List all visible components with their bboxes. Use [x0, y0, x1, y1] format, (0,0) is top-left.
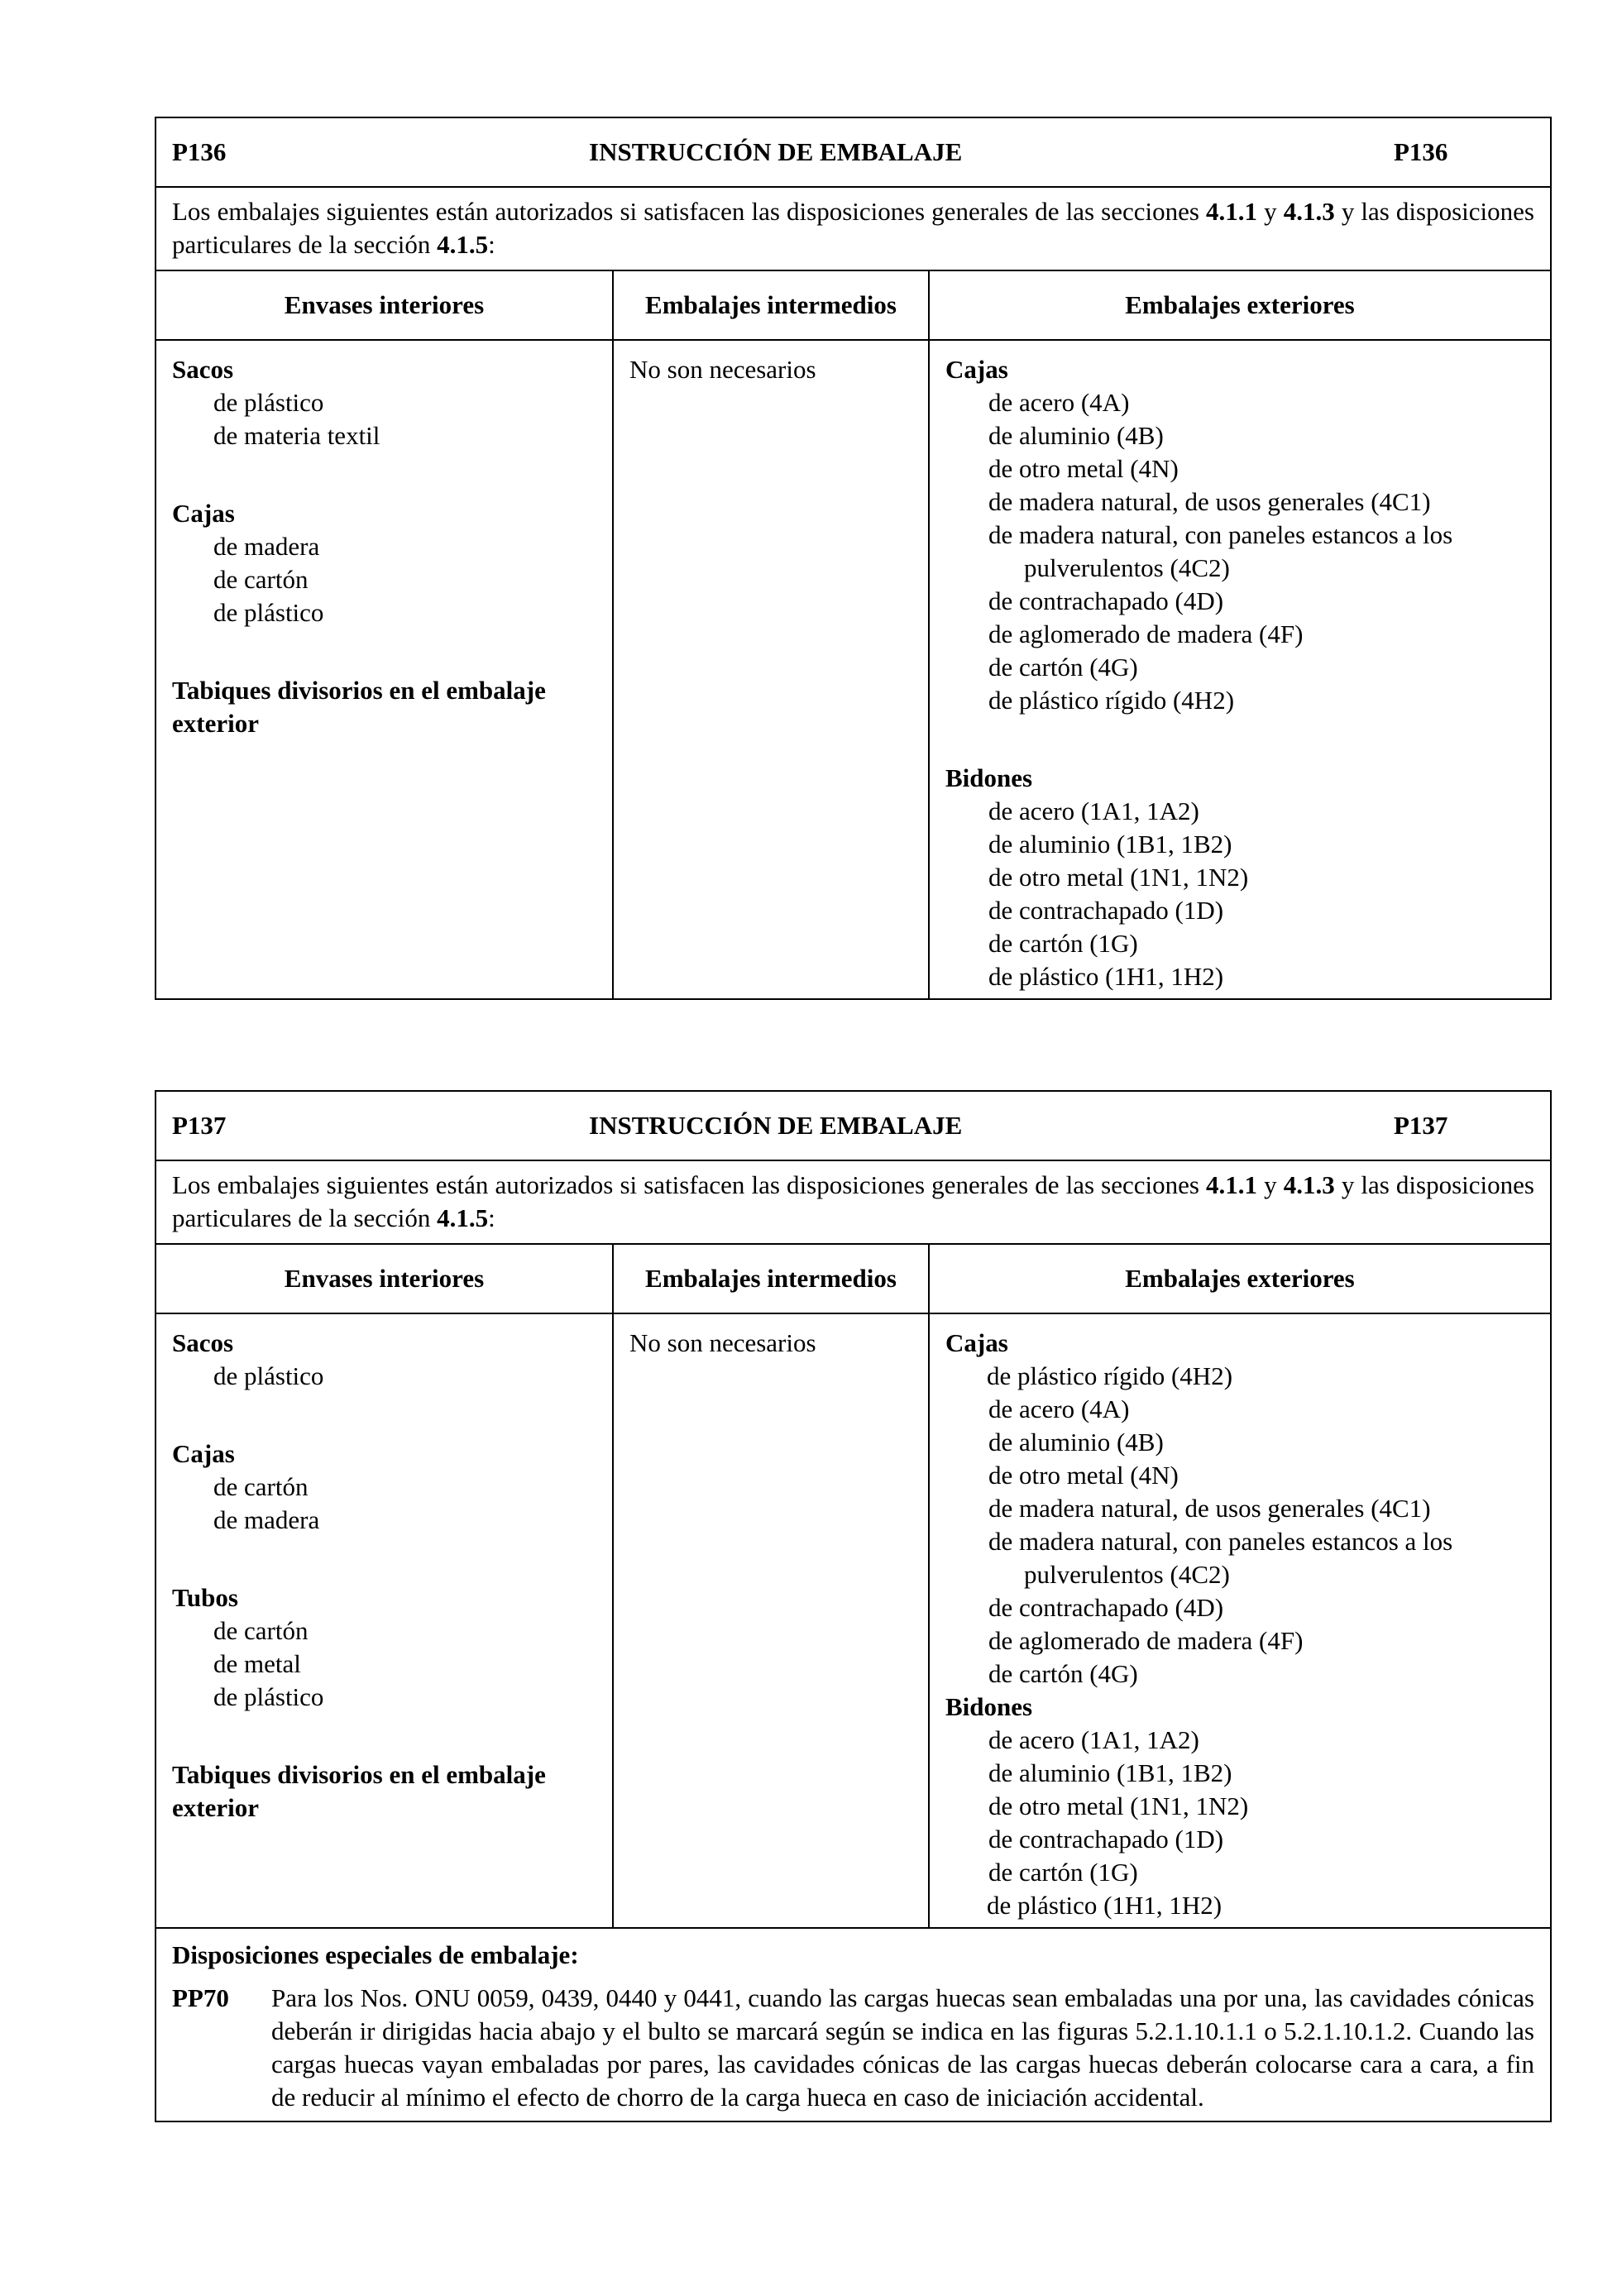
- instruction-code-right: P137: [1394, 1111, 1448, 1140]
- list-item: de madera natural, con paneles estancos a los: [988, 1527, 1453, 1556]
- instruction-intro: Los embalajes siguientes están autorizados si satisfacen las disposiciones generales de las secciones 4.1.1 y 4.1.3 y las disposiciones particulares de la sección 4.1.5:: [156, 188, 1550, 271]
- list-item: de metal: [213, 1649, 301, 1678]
- list-item: de otro metal (4N): [988, 454, 1179, 483]
- inner-packagings-cell: [156, 341, 612, 998]
- intermediate-packagings-cell: [612, 1314, 928, 1927]
- group-heading: Sacos: [172, 355, 234, 384]
- provision-code: PP70: [172, 1983, 229, 2012]
- intermediate-packagings-cell: [612, 341, 928, 998]
- group-heading: Tabiques divisorios en el embalaje exterior: [172, 1760, 546, 1822]
- provision-text: Para los Nos. ONU 0059, 0439, 0440 y 0441, cuando las cargas huecas sean embaladas una por una, las cavidades cónicas deberán ir dirigidas hacia abajo y el bulto se marcará según se indica en las figuras 5.2.1.10.1.1 o 5.2.1.10.1.2. Cuando las cargas huecas vayan embaladas por pares, las cavidades cónicas de las cargas huecas deberán colocarse cara a cara, a fin de reducir al mínimo el efecto de chorro de la carga hueca en caso de iniciación accidental.: [271, 1983, 1534, 2112]
- list-item: de aglomerado de madera (4F): [988, 1626, 1304, 1655]
- packing-instruction-p137: [155, 1090, 1552, 2122]
- group-heading: Bidones: [945, 1692, 1033, 1721]
- intermediate-value: No son necesarios: [629, 355, 816, 384]
- column-header-outer: Embalajes exteriores: [928, 1245, 1550, 1314]
- column-header-intermediate: Embalajes intermedios: [612, 271, 928, 341]
- special-provision-item: [172, 1982, 1534, 2114]
- instruction-code-left: P136: [172, 137, 227, 166]
- list-item: de aglomerado de madera (4F): [988, 619, 1304, 648]
- group-heading: Tabiques divisorios en el embalaje exterior: [172, 676, 546, 738]
- list-item: de plástico: [213, 1361, 324, 1390]
- list-item: de madera natural, de usos generales (4C1): [988, 1494, 1431, 1523]
- list-item: de aluminio (1B1, 1B2): [988, 830, 1232, 859]
- list-item: de cartón: [213, 565, 309, 594]
- packing-instruction-p136: [155, 117, 1552, 1000]
- group-heading: Cajas: [945, 355, 1008, 384]
- section-ref: 4.1.5: [437, 1203, 489, 1232]
- section-ref: 4.1.1: [1206, 1170, 1258, 1199]
- list-item: de plástico (1H1, 1H2): [987, 1891, 1222, 1920]
- instruction-title: INSTRUCCIÓN DE EMBALAJE: [589, 137, 963, 166]
- packaging-table: [156, 271, 1550, 998]
- list-item: de contrachapado (4D): [988, 586, 1224, 615]
- list-item: de acero (1A1, 1A2): [988, 1725, 1199, 1754]
- list-item: de acero (4A): [988, 1394, 1130, 1423]
- instruction-title: INSTRUCCIÓN DE EMBALAJE: [589, 1111, 963, 1140]
- instruction-code-left: P137: [172, 1111, 227, 1140]
- list-item: de madera natural, con paneles estancos a los: [988, 520, 1453, 549]
- list-item: de madera natural, de usos generales (4C1): [988, 487, 1431, 516]
- outer-packagings-cell: [928, 341, 1550, 998]
- group-heading: Bidones: [945, 763, 1033, 792]
- list-item: de contrachapado (1D): [988, 1825, 1224, 1854]
- instruction-header: [156, 118, 1550, 188]
- list-item: de plástico: [213, 598, 324, 627]
- list-item: de acero (4A): [988, 388, 1130, 417]
- instruction-intro: Los embalajes siguientes están autorizados si satisfacen las disposiciones generales de las secciones 4.1.1 y 4.1.3 y las disposiciones particulares de la sección 4.1.5:: [156, 1161, 1550, 1245]
- list-item: de aluminio (1B1, 1B2): [988, 1758, 1232, 1787]
- list-item: de aluminio (4B): [988, 421, 1164, 450]
- intermediate-value: No son necesarios: [629, 1328, 816, 1357]
- group-heading: Cajas: [172, 1439, 235, 1468]
- group-heading: Sacos: [172, 1328, 234, 1357]
- list-item: de plástico rígido (4H2): [988, 686, 1235, 715]
- column-header-intermediate: Embalajes intermedios: [612, 1245, 928, 1314]
- instruction-header: [156, 1092, 1550, 1161]
- list-item-continuation: pulverulentos (4C2): [1024, 1560, 1230, 1589]
- instruction-code-right: P136: [1394, 137, 1448, 166]
- list-item: de acero (1A1, 1A2): [988, 796, 1199, 825]
- list-item: de plástico: [213, 388, 324, 417]
- list-item: de otro metal (1N1, 1N2): [988, 1791, 1249, 1820]
- section-ref: 4.1.3: [1283, 197, 1335, 226]
- list-item: de cartón (4G): [988, 653, 1138, 682]
- column-header-inner: Envases interiores: [156, 271, 612, 341]
- special-provisions: [156, 1927, 1550, 2121]
- list-item: de madera: [213, 532, 320, 561]
- list-item: de cartón (1G): [988, 1858, 1138, 1887]
- list-item: de plástico rígido (4H2): [987, 1361, 1233, 1390]
- outer-packagings-cell: [928, 1314, 1550, 1927]
- packaging-table: [156, 1245, 1550, 1927]
- group-heading: Cajas: [172, 499, 235, 528]
- section-ref: 4.1.3: [1283, 1170, 1335, 1199]
- list-item: de cartón: [213, 1472, 309, 1501]
- list-item: de madera: [213, 1505, 320, 1534]
- group-heading: Cajas: [945, 1328, 1008, 1357]
- column-header-outer: Embalajes exteriores: [928, 271, 1550, 341]
- list-item: de plástico (1H1, 1H2): [988, 962, 1224, 991]
- list-item: de contrachapado (4D): [988, 1593, 1224, 1622]
- list-item: de otro metal (1N1, 1N2): [988, 863, 1249, 892]
- special-provisions-title: Disposiciones especiales de embalaje:: [172, 1940, 579, 1969]
- list-item: de plástico: [213, 1682, 324, 1711]
- group-heading: Tubos: [172, 1583, 238, 1612]
- list-item: de contrachapado (1D): [988, 896, 1224, 925]
- list-item: de otro metal (4N): [988, 1461, 1179, 1490]
- section-ref: 4.1.5: [437, 230, 489, 259]
- section-ref: 4.1.1: [1206, 197, 1258, 226]
- list-item: de aluminio (4B): [988, 1428, 1164, 1457]
- list-item-continuation: pulverulentos (4C2): [1024, 553, 1230, 582]
- column-header-inner: Envases interiores: [156, 1245, 612, 1314]
- list-item: de cartón (4G): [988, 1659, 1138, 1688]
- list-item: de cartón: [213, 1616, 309, 1645]
- inner-packagings-cell: [156, 1314, 612, 1927]
- list-item: de materia textil: [213, 421, 380, 450]
- list-item: de cartón (1G): [988, 929, 1138, 958]
